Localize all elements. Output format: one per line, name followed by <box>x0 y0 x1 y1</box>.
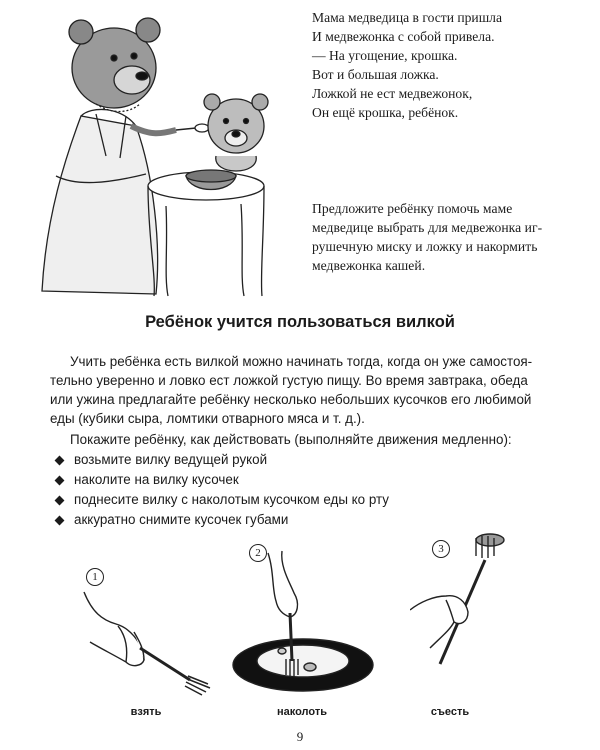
figure-caption: взять <box>130 706 162 718</box>
paragraph-line: Учить ребёнка есть вилкой можно начинать тогда, когда он уже самостоя- <box>70 354 533 369</box>
prompt-line: медвежонка кашей. <box>312 258 426 273</box>
figure-take-fork <box>82 562 222 697</box>
instruction-text: Покажите ребёнку, как действовать (выполняйте движения медленно): <box>70 432 512 447</box>
bears-illustration <box>36 6 282 298</box>
page-number: 9 <box>296 729 304 744</box>
poem <box>312 8 592 122</box>
poem-line: Мама медведица в гости пришла <box>312 10 502 25</box>
figure-number: 2 <box>249 544 267 562</box>
poem-line: И медвежонка с собой привела. <box>312 29 495 44</box>
list-item <box>52 470 389 490</box>
figure-pierce-food <box>228 543 378 703</box>
step-text: наколите на вилку кусочек <box>74 472 239 487</box>
intro-paragraph <box>50 352 590 428</box>
prompt-line: Предложите ребёнку помочь маме <box>312 201 513 216</box>
paragraph-line: или ужина предлагайте ребёнку несколько небольших кусочков его любимой <box>50 392 532 407</box>
bullet-diamond-icon <box>55 475 65 485</box>
steps-list <box>52 450 389 530</box>
list-item <box>52 450 389 470</box>
paragraph-line: тельно уверенно и ловко ест ложкой густую пищу. Во время завтрака, обеда <box>50 373 528 388</box>
bullet-diamond-icon <box>55 455 65 465</box>
step-text: аккуратно снимите кусочек губами <box>74 512 289 527</box>
paragraph-line: еды (кубики сыра, ломтики отварного мяса и т. д.). <box>50 411 365 426</box>
figure-number: 1 <box>86 568 104 586</box>
figure-number: 3 <box>432 540 450 558</box>
section-title: Ребёнок учится пользоваться вилкой <box>145 313 455 331</box>
figure-caption: съесть <box>430 706 470 718</box>
list-item <box>52 490 389 510</box>
figure-caption: наколоть <box>276 706 327 718</box>
prompt-line: медведице выбрать для медвежонка иг- <box>312 220 543 235</box>
poem-line: Ложкой не ест медвежонок, <box>312 86 473 101</box>
poem-line: Он ещё крошка, ребёнок. <box>312 105 459 120</box>
poem-line: — На угощение, крошка. <box>312 48 458 63</box>
figure-eat-food <box>410 530 530 680</box>
list-item <box>52 510 389 530</box>
poem-line: Вот и большая ложка. <box>312 67 439 82</box>
step-text: возьмите вилку ведущей рукой <box>74 452 268 467</box>
prompt-line: рушечную миску и ложку и накормить <box>312 239 538 254</box>
bullet-diamond-icon <box>55 495 65 505</box>
activity-prompt <box>312 199 592 275</box>
bullet-diamond-icon <box>55 515 65 525</box>
step-text: поднесите вилку с наколотым кусочком еды ко рту <box>74 492 389 507</box>
